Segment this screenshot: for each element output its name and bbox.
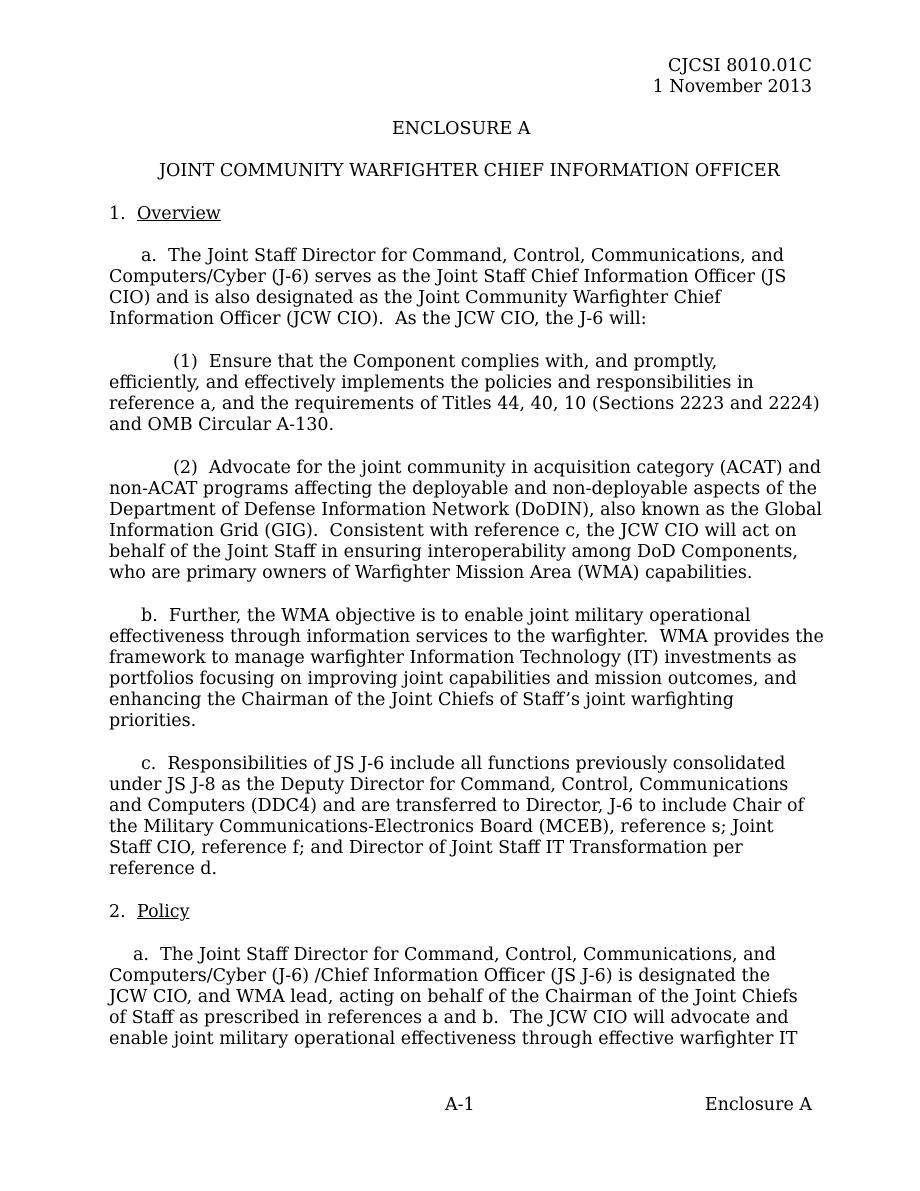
paragraph-line: enable joint military operational effectiveness through effective warfighter IT: [109, 1029, 798, 1049]
paragraph-line: enhancing the Chairman of the Joint Chiefs of Staff’s joint warfighting: [109, 690, 734, 710]
paragraph-line: priorities.: [109, 711, 197, 731]
paragraph-line: Information Officer (JCW CIO). As the JCW CIO, the J-6 will:: [109, 309, 647, 329]
paragraph-line: Computers/Cyber (J-6) serves as the Joint Staff Chief Information Officer (JS: [109, 267, 787, 287]
document-number: CJCSI 8010.01C: [667, 56, 812, 76]
footer-page-number: A-1: [445, 1095, 475, 1115]
paragraph-line: Computers/Cyber (J-6) /Chief Information Officer (JS J-6) is designated the: [109, 966, 771, 986]
paragraph-line: CIO) and is also designated as the Joint Community Warfighter Chief: [109, 288, 721, 308]
section-2-number: 2.: [109, 902, 126, 922]
paragraph-line: (2) Advocate for the joint community in acquisition category (ACAT) and: [173, 458, 822, 478]
paragraph-line: JCW CIO, and WMA lead, acting on behalf of the Chairman of the Joint Chiefs: [109, 987, 798, 1007]
paragraph-line: (1) Ensure that the Component complies with, and promptly,: [173, 352, 718, 372]
paragraph-line: Staff CIO, reference f; and Director of Joint Staff IT Transformation per: [109, 838, 743, 858]
paragraph-line: a. The Joint Staff Director for Command, Control, Communications, and: [133, 945, 776, 965]
paragraph-line: a. The Joint Staff Director for Command, Control, Communications, and: [141, 246, 784, 266]
paragraph-line: of Staff as prescribed in references a and b. The JCW CIO will advocate and: [109, 1008, 789, 1028]
paragraph-line: reference d.: [109, 859, 218, 879]
section-1-heading: Overview: [137, 204, 221, 224]
paragraph-line: non-ACAT programs affecting the deployable and non-deployable aspects of the: [109, 479, 817, 499]
paragraph-line: the Military Communications-Electronics Board (MCEB), reference s; Joint: [109, 817, 774, 837]
paragraph-line: efficiently, and effectively implements the policies and responsibilities in: [109, 373, 754, 393]
page-title: JOINT COMMUNITY WARFIGHTER CHIEF INFORMATION OFFICER: [159, 161, 780, 181]
paragraph-line: reference a, and the requirements of Titles 44, 40, 10 (Sections 2223 and 2224): [109, 394, 820, 414]
paragraph-line: effectiveness through information services to the warfighter. WMA provides the: [109, 627, 824, 647]
section-1-number: 1.: [109, 204, 126, 224]
paragraph-line: behalf of the Joint Staff in ensuring interoperability among DoD Components,: [109, 542, 798, 562]
section-2-heading: Policy: [137, 902, 190, 922]
paragraph-line: framework to manage warfighter Information Technology (IT) investments as: [109, 648, 797, 668]
document-date: 1 November 2013: [652, 77, 812, 97]
footer-enclosure-label: Enclosure A: [704, 1095, 812, 1115]
paragraph-line: b. Further, the WMA objective is to enable joint military operational: [141, 606, 751, 626]
paragraph-line: who are primary owners of Warfighter Mission Area (WMA) capabilities.: [109, 563, 753, 583]
paragraph-line: and Computers (DDC4) and are transferred to Director, J-6 to include Chair of: [109, 796, 804, 816]
paragraph-line: Department of Defense Information Network (DoDIN), also known as the Global: [109, 500, 823, 520]
paragraph-line: c. Responsibilities of JS J-6 include all functions previously consolidated: [141, 754, 786, 774]
paragraph-line: and OMB Circular A-130.: [109, 415, 335, 435]
paragraph-line: portfolios focusing on improving joint capabilities and mission outcomes, and: [109, 669, 797, 689]
enclosure-heading: ENCLOSURE A: [392, 119, 531, 139]
paragraph-line: under JS J-8 as the Deputy Director for Command, Control, Communications: [109, 775, 789, 795]
paragraph-line: Information Grid (GIG). Consistent with reference c, the JCW CIO will act on: [109, 521, 797, 541]
